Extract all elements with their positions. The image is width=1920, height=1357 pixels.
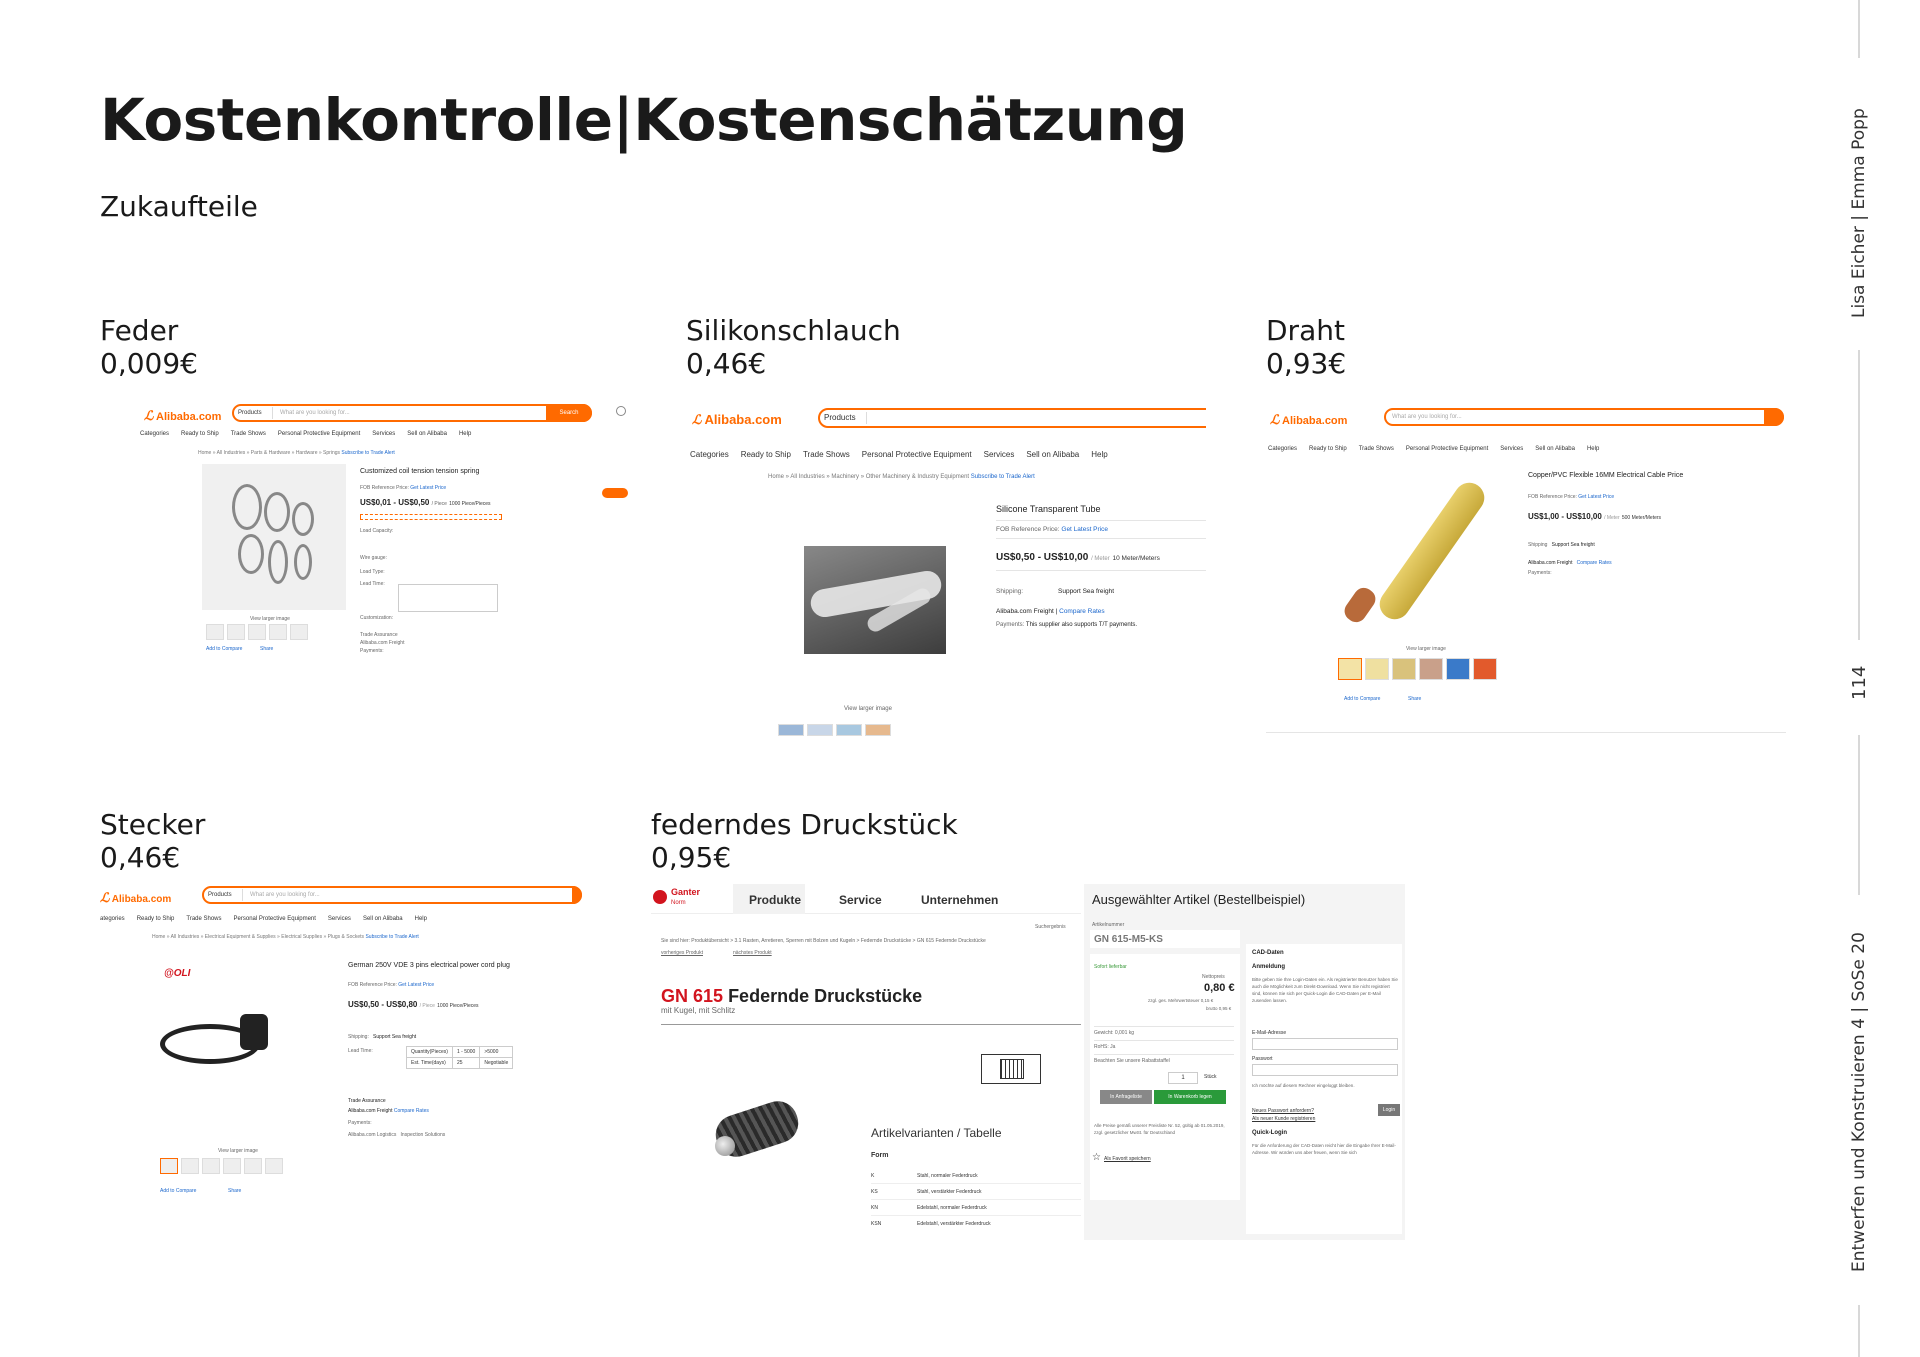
variants-heading: Artikelvarianten / Tabelle xyxy=(871,1126,1002,1140)
nav-item[interactable]: Help xyxy=(458,431,472,437)
product-image[interactable] xyxy=(140,984,300,1108)
search-category[interactable]: Products xyxy=(238,407,273,419)
login-button[interactable]: Login xyxy=(1378,1104,1400,1116)
alibaba-logo: ℒ Alibaba.com xyxy=(144,408,222,423)
fob-label: FOB Reference Price: Get Latest Price xyxy=(1528,494,1615,500)
alibaba-nav xyxy=(1268,446,1786,460)
rail-page-number: 114 xyxy=(1849,665,1870,700)
alibaba-logo: ℒ Alibaba.com xyxy=(1270,412,1348,427)
item-heading xyxy=(100,808,205,874)
freight: Alibaba.com Freight | Compare Rates xyxy=(996,608,1105,615)
spec-label: Lead Time: xyxy=(360,581,385,587)
cad-text: Bitte geben Sie Ihre Login-Daten ein. Als registrierter Benutzer haben Sie auch die Möglichkeit zum Direkt-Download. Wenn Sie nicht registriert sind, können Sie sich per Quick-Login die CAD-Daten per E-Mail zusenden lassen. xyxy=(1252,977,1398,1003)
search-placeholder: What are you looking for... xyxy=(250,892,320,898)
nav-item[interactable]: Categories xyxy=(1268,446,1298,452)
ganter-logo-icon xyxy=(653,890,667,904)
divider xyxy=(1266,732,1786,733)
item-name: Silikonschlauch xyxy=(686,314,901,347)
share-link[interactable]: Share xyxy=(228,1188,242,1194)
shipping-label: Shipping: xyxy=(996,588,1024,595)
product-price: US$1,00 - US$10,00 / Meter 500 Meter/Meters xyxy=(1528,512,1662,521)
nav-item[interactable]: Services xyxy=(1500,446,1524,452)
ball-image xyxy=(715,1136,735,1156)
product-image[interactable] xyxy=(202,464,346,610)
divider xyxy=(996,570,1206,571)
add-to-cart-button[interactable]: In Warenkorb legen xyxy=(1154,1090,1226,1104)
page-title: Kostenkontrolle|Kostenschätzung xyxy=(100,86,1188,154)
search-placeholder: What are you looking for... xyxy=(1392,414,1462,420)
breadcrumb: Home » All Industries » Machinery » Other Machinery & Industry Equipment Subscribe to Trade Alert xyxy=(768,474,1035,480)
thumbnail-row[interactable] xyxy=(160,1158,283,1174)
nav-item[interactable]: Ready to Ship xyxy=(136,916,175,922)
star-icon[interactable]: ☆ xyxy=(1092,1152,1101,1163)
shipping-value: Support Sea freight xyxy=(1058,588,1115,595)
item-name: Stecker xyxy=(100,808,206,841)
thumbnail-row[interactable] xyxy=(206,624,308,640)
fob-label: FOB Reference Price: Get Latest Price xyxy=(996,526,1108,533)
nav-item[interactable]: Help xyxy=(1586,446,1600,452)
page-subtitle: Zukaufteile xyxy=(100,190,258,223)
item-price: 0,009€ xyxy=(100,347,198,380)
spec-label: Load Type: xyxy=(360,569,385,575)
thumbnail-row[interactable] xyxy=(1338,658,1497,680)
nav-item[interactable]: Help xyxy=(1091,450,1108,459)
search-button[interactable] xyxy=(572,886,582,904)
view-larger-link[interactable]: View larger image xyxy=(250,616,290,622)
nav-item[interactable]: Ready to Ship xyxy=(1309,446,1347,452)
product-subtitle: mit Kugel, mit Schlitz xyxy=(661,1006,736,1015)
product-price: US$0,01 - US$0,50 / Piece 1000 Piece/Pieces xyxy=(360,498,491,507)
nav-produkte[interactable]: Produkte xyxy=(749,893,802,907)
item-name: Feder xyxy=(100,314,179,347)
item-name: federndes Druckstück xyxy=(651,808,958,841)
nav-item[interactable]: Help xyxy=(414,916,427,922)
nav-item[interactable]: ategories xyxy=(100,916,125,922)
screenshot-ganter xyxy=(651,884,1405,1240)
nav-item[interactable]: Categories xyxy=(140,431,170,437)
unit-label: Stück xyxy=(1204,1074,1217,1080)
rail-authors: Lisa Eicher | Emma Popp xyxy=(1849,108,1869,318)
discount-banner xyxy=(360,514,502,520)
alibaba-nav xyxy=(690,450,1206,464)
nav-item[interactable]: Sell on Alibaba xyxy=(362,916,403,922)
product-price: US$0,50 - US$10,00 / Meter 10 Meter/Meters xyxy=(996,552,1160,563)
payments: Payments: This supplier also supports T/T payments. xyxy=(996,622,1138,628)
nav-item[interactable]: Personal Protective Equipment xyxy=(861,450,972,459)
rohs: RoHS: Ja xyxy=(1094,1044,1116,1050)
add-to-compare[interactable]: Add to Compare xyxy=(160,1188,197,1194)
contact-button[interactable] xyxy=(602,488,628,498)
fob-label: FOB Reference Price: Get Latest Price xyxy=(360,485,447,491)
nav-item[interactable]: Ready to Ship xyxy=(740,450,791,459)
cad-heading: CAD-Daten xyxy=(1252,950,1284,956)
share-link[interactable]: Share xyxy=(1408,696,1422,702)
nav-item[interactable]: Services xyxy=(327,916,351,922)
spec-label: Customization: xyxy=(360,615,394,621)
search-category[interactable]: Products xyxy=(824,412,867,424)
search-button[interactable]: Search xyxy=(546,404,592,422)
form-label: Form xyxy=(871,1152,889,1159)
screenshot-silikonschlauch xyxy=(686,398,1206,736)
divider xyxy=(1094,1040,1234,1041)
item-price: 0,46€ xyxy=(100,841,181,874)
item-heading xyxy=(651,808,958,874)
screenshot-draht xyxy=(1266,398,1786,734)
nav-item[interactable]: Sell on Alibaba xyxy=(407,431,447,437)
gross-price: brutto 0,95 € xyxy=(1206,1006,1232,1011)
nav-item[interactable]: Personal Protective Equipment xyxy=(277,431,361,437)
item-price: 0,46€ xyxy=(686,347,767,380)
nav-item[interactable]: Services xyxy=(372,431,396,437)
product-title: Copper/PVC Flexible 16MM Electrical Cable Price xyxy=(1528,472,1684,479)
user-icon[interactable] xyxy=(616,406,626,416)
shipping-label: Shipping: Support Sea freight xyxy=(348,1034,417,1040)
form-table: K Stahl, normaler Federdruck KS Stahl, verstärkter Federdruck KN Edelstahl, normaler Federdruck KSN Edelstahl, verstärkter Federdruck xyxy=(871,1168,1081,1232)
ganter-logo: Ganter Norm xyxy=(671,887,701,906)
freight: Alibaba.com Freight xyxy=(360,640,405,646)
register-link[interactable]: Als neuer Kunde registrieren xyxy=(1252,1116,1316,1122)
brand-logo: @OLI xyxy=(164,968,191,979)
divider xyxy=(996,520,1206,521)
search-button[interactable] xyxy=(1764,408,1784,426)
rail-divider xyxy=(1858,350,1860,640)
panel-title: Ausgewählter Artikel (Bestellbeispiel) xyxy=(1092,892,1306,907)
login-heading: Anmeldung xyxy=(1252,964,1285,970)
view-larger-link[interactable]: View larger image xyxy=(1406,646,1446,652)
lead-time-table: Quantity(Pieces) 1 - 5000 >5000 Est. Time(days) 25 Negotiable xyxy=(406,1046,513,1069)
net-price: 0,80 € xyxy=(1204,982,1235,994)
quick-login-text: Für die Anforderung der CAD-Daten reicht hier die Eingabe Ihrer E-Mail-Adresse. Wir würden uns aber freuen, wenn Sie sich xyxy=(1252,1143,1396,1155)
payments: Payments: xyxy=(360,648,384,654)
freight: Alibaba.com Freight Compare Rates xyxy=(1528,560,1612,566)
nav-unternehmen[interactable]: Unternehmen xyxy=(921,893,999,907)
alibaba-nav xyxy=(140,431,630,445)
shipping-label: Shipping Support Sea freight xyxy=(1528,542,1595,548)
item-heading xyxy=(100,314,198,380)
product-image[interactable] xyxy=(804,546,946,654)
add-to-compare[interactable]: Add to Compare xyxy=(206,646,243,652)
weight: Gewicht: 0,001 kg xyxy=(1094,1030,1135,1036)
screenshot-stecker xyxy=(100,884,590,1212)
share-link[interactable]: Share xyxy=(260,646,274,652)
tax-note: zzgl. ges. Mehrwertsteuer 0,15 € xyxy=(1148,998,1214,1003)
next-product-link[interactable]: nächstes Produkt xyxy=(733,950,772,956)
product-title: Silicone Transparent Tube xyxy=(996,504,1101,514)
article-number: GN 615-M5-KS xyxy=(1094,934,1163,945)
alibaba-logo: ℒ Alibaba.com xyxy=(100,890,172,905)
nav-item[interactable]: Trade Shows xyxy=(186,916,222,922)
item-name: Draht xyxy=(1266,314,1345,347)
divider xyxy=(996,538,1206,539)
alibaba-logo: ℒ Alibaba.com xyxy=(692,412,782,427)
nav-service[interactable]: Service xyxy=(839,893,882,907)
prev-product-link[interactable]: vorheriges Produkt xyxy=(661,950,703,956)
remember-checkbox[interactable]: Ich möchte auf diesem Rechner eingeloggt bleiben. xyxy=(1252,1083,1355,1088)
screenshot-feder xyxy=(140,398,630,698)
spec-label: Wire gauge: xyxy=(360,555,387,561)
email-field[interactable] xyxy=(1252,1038,1398,1050)
thumbnail-row[interactable] xyxy=(778,724,891,736)
search-bar[interactable] xyxy=(232,404,592,422)
trade-assurance: Trade Assurance xyxy=(348,1098,386,1104)
nav-item[interactable]: Personal Protective Equipment xyxy=(1405,446,1489,452)
rail-course: Entwerfen und Konstruieren 4 | SoSe 20 xyxy=(1849,932,1869,1272)
view-larger-link[interactable]: View larger image xyxy=(844,706,892,712)
nettopreis-label: Nettopreis xyxy=(1202,974,1225,980)
fob-label: FOB Reference Price: Get Latest Price xyxy=(348,982,435,988)
item-price: 0,95€ xyxy=(651,841,732,874)
lead-time-label: Lead Time: xyxy=(348,1048,373,1054)
artikelnummer-label: Artikelnummer xyxy=(1092,922,1125,928)
item-price: 0,93€ xyxy=(1266,347,1347,380)
logistics: Alibaba.com Logistics Inspection Solutions xyxy=(348,1132,446,1138)
breadcrumb: Sie sind hier: Produktübersicht > 3.1 Rasten, Arretieren, Sperren mit Bolzen und Kugeln > Federnde Druckstücke > GN 615 Federnde Druckstücke xyxy=(661,938,986,944)
nav-item[interactable]: Personal Protective Equipment xyxy=(233,916,316,922)
nav-item[interactable]: Ready to Ship xyxy=(181,431,219,437)
technical-drawing xyxy=(981,1054,1041,1084)
password-label: Passwort xyxy=(1252,1056,1273,1062)
search-bar[interactable] xyxy=(818,408,1206,428)
search-bar[interactable] xyxy=(1384,408,1784,426)
password-field[interactable] xyxy=(1252,1064,1398,1076)
divider xyxy=(661,1024,1081,1025)
lead-time-table xyxy=(398,584,498,612)
product-title: German 250V VDE 3 pins electrical power cord plug xyxy=(348,962,510,969)
nav-item[interactable]: Services xyxy=(983,450,1015,459)
alibaba-nav xyxy=(100,916,590,930)
rabatt-link[interactable]: Beachten Sie unsere Rabattstaffel xyxy=(1094,1058,1170,1064)
nav-item[interactable]: Trade Shows xyxy=(1358,446,1394,452)
price-footnote: Alle Preise gemäß unserer Preisliste Nr. 52, gültig ab 01.05.2019, zzgl. gesetzlicher MwSt. für Deutschland xyxy=(1094,1123,1225,1135)
trade-assurance: Trade Assurance xyxy=(360,632,398,638)
nav-item[interactable]: Categories xyxy=(690,450,729,459)
nav-item[interactable]: Sell on Alibaba xyxy=(1026,450,1080,459)
item-heading xyxy=(1266,314,1346,380)
breadcrumb: Home » All Industries » Electrical Equipment & Supplies » Electrical Supplies » Plugs & Sockets Subscribe to Trade Alert xyxy=(152,934,419,940)
divider xyxy=(1094,1026,1234,1027)
rail-divider xyxy=(1858,1305,1860,1357)
divider xyxy=(1094,1054,1234,1055)
product-price: US$0,50 - US$0,80 / Piece 1000 Piece/Pieces xyxy=(348,1000,479,1009)
breadcrumb: Home » All Industries » Parts & Hardware » Hardware » Springs Subscribe to Trade Alert xyxy=(198,450,395,456)
product-title: GN 615 Federnde Druckstücke xyxy=(661,986,923,1006)
freight: Alibaba.com Freight Compare Rates xyxy=(348,1108,429,1114)
favorite-link[interactable]: Als Favorit speichern xyxy=(1104,1156,1151,1162)
rail-divider xyxy=(1858,0,1860,58)
stock-status: Sofort lieferbar xyxy=(1094,964,1127,970)
quick-login-heading: Quick-Login xyxy=(1252,1130,1287,1136)
product-title: Customized coil tension tension spring xyxy=(360,468,480,475)
forgot-password-link[interactable]: Neues Passwort anfordern? xyxy=(1252,1108,1314,1114)
article-panel xyxy=(1084,884,1405,1240)
payments: Payments: xyxy=(1528,570,1552,576)
quantity-input[interactable]: 1 xyxy=(1168,1072,1198,1084)
nav-item[interactable]: Sell on Alibaba xyxy=(1535,446,1575,452)
search-results-link[interactable]: Suchergebnis xyxy=(1035,924,1066,930)
nav-item[interactable]: Trade Shows xyxy=(230,431,266,437)
add-to-compare[interactable]: Add to Compare xyxy=(1344,696,1381,702)
search-bar[interactable] xyxy=(202,886,582,904)
spec-label: Load Capacity: xyxy=(360,528,394,534)
rail-divider xyxy=(1858,735,1860,895)
request-list-button[interactable]: In Anfrageliste xyxy=(1100,1090,1152,1104)
view-larger-link[interactable]: View larger image xyxy=(218,1148,258,1154)
nav-item[interactable]: Trade Shows xyxy=(802,450,850,459)
item-heading xyxy=(686,314,901,380)
search-placeholder: What are you looking for... xyxy=(280,410,350,416)
payments: Payments: xyxy=(348,1120,372,1126)
product-image[interactable] xyxy=(1332,466,1502,636)
search-category[interactable]: Products xyxy=(208,889,243,901)
email-label: E-Mail-Adresse xyxy=(1252,1030,1287,1036)
